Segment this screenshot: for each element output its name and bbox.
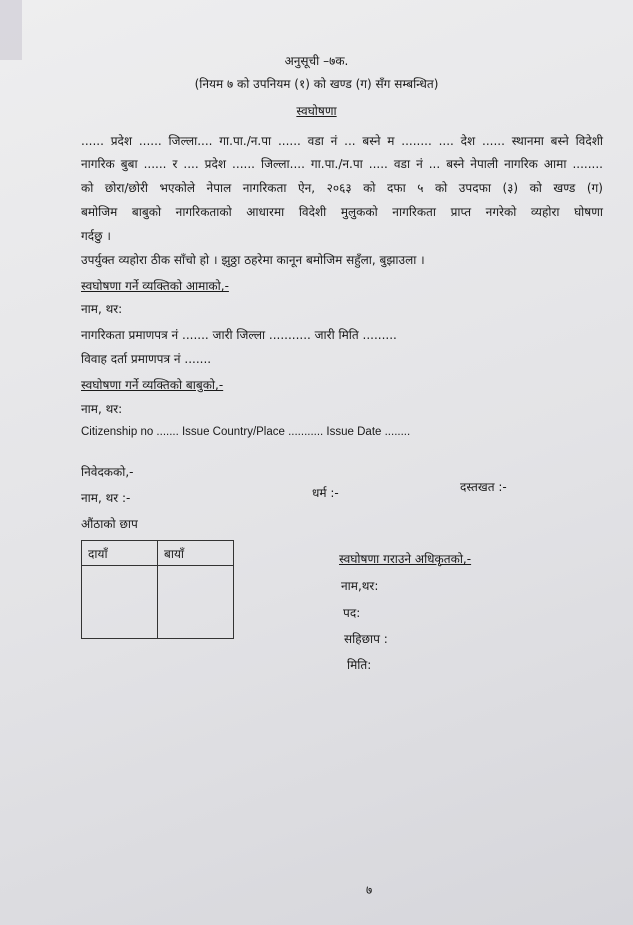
thumb-left-box — [158, 566, 234, 639]
rule-reference: (नियम ७ को उपनियम (१) को खण्ड (ग) सँग सम्बन्धित) — [194, 77, 439, 91]
mother-heading: स्वघोषणा गर्ने व्यक्तिको आमाको,- — [81, 279, 229, 293]
page-edge-shadow — [0, 0, 22, 60]
declaration-line-3: को छोरा/छोरी भएकोले नेपाल नागरिकता ऐन, २०६३ को दफा ५ को उपदफा (३) को खण्ड (ग) — [81, 181, 603, 195]
officer-signature-stamp-field: सहिछाप : — [344, 632, 388, 646]
declaration-line-4: बमोजिम बाबुको नागरिकताको आधारमा विदेशी मुलुकको नागरिकता प्राप्त नगरेको व्यहोरा घोषणा — [81, 205, 603, 219]
form-title: स्वघोषणा — [296, 104, 337, 118]
mother-citizenship-field: नागरिकता प्रमाणपत्र नं ....... जारी जिल्ला ........... जारी मिति ......... — [81, 328, 397, 342]
schedule-heading: अनुसूची –७क. — [284, 54, 349, 68]
declaration-line-2: नागरिक बुबा ...... र .... प्रदेश ...... जिल्ला.... गा.पा./न.पा ..... वडा नं ... बस्ने नेपाली नागरिक आमा ........ — [81, 157, 603, 171]
father-citizenship-field: Citizenship no ....... Issue Country/Place ........... Issue Date ........ — [81, 426, 411, 438]
applicant-heading: निवेदकको,- — [81, 465, 134, 479]
mother-name-field: नाम, थर: — [81, 302, 123, 316]
thumb-right-box — [82, 566, 158, 639]
thumb-left-header: बायाँ — [158, 541, 234, 566]
thumbprint-table — [81, 540, 234, 639]
officer-post-field: पद: — [343, 606, 361, 620]
thumb-right-header: दायाँ — [82, 541, 158, 566]
father-name-field: नाम, थर: — [81, 402, 123, 416]
officer-date-field: मिति: — [347, 658, 372, 672]
thumbprint-label: औंठाको छाप — [81, 517, 138, 531]
officer-heading: स्वघोषणा गराउने अधिकृतको,- — [339, 552, 472, 566]
truth-statement: उपर्युक्त व्यहोरा ठीक साँचो हो । झुठ्ठा ठहरेमा कानून बमोजिम सहुँला, बुझाउला । — [81, 253, 425, 267]
marriage-certificate-field: विवाह दर्ता प्रमाणपत्र नं ....... — [81, 352, 212, 366]
declaration-line-5: गर्दछु । — [81, 229, 111, 243]
page-number: ७ — [366, 883, 373, 897]
religion-field: धर्म :- — [312, 486, 339, 500]
officer-name-field: नाम,थर: — [341, 579, 379, 593]
declaration-line-1: ...... प्रदेश ...... जिल्ला.... गा.पा./न.पा ...... वडा नं ... बस्ने म ........ .... देश ...... स्थानमा बस्ने विदेशी — [81, 134, 603, 148]
father-heading: स्वघोषणा गर्ने व्यक्तिको बाबुको,- — [81, 378, 224, 392]
applicant-name-field: नाम, थर :- — [81, 491, 131, 505]
signature-field: दस्तखत :- — [460, 480, 507, 494]
